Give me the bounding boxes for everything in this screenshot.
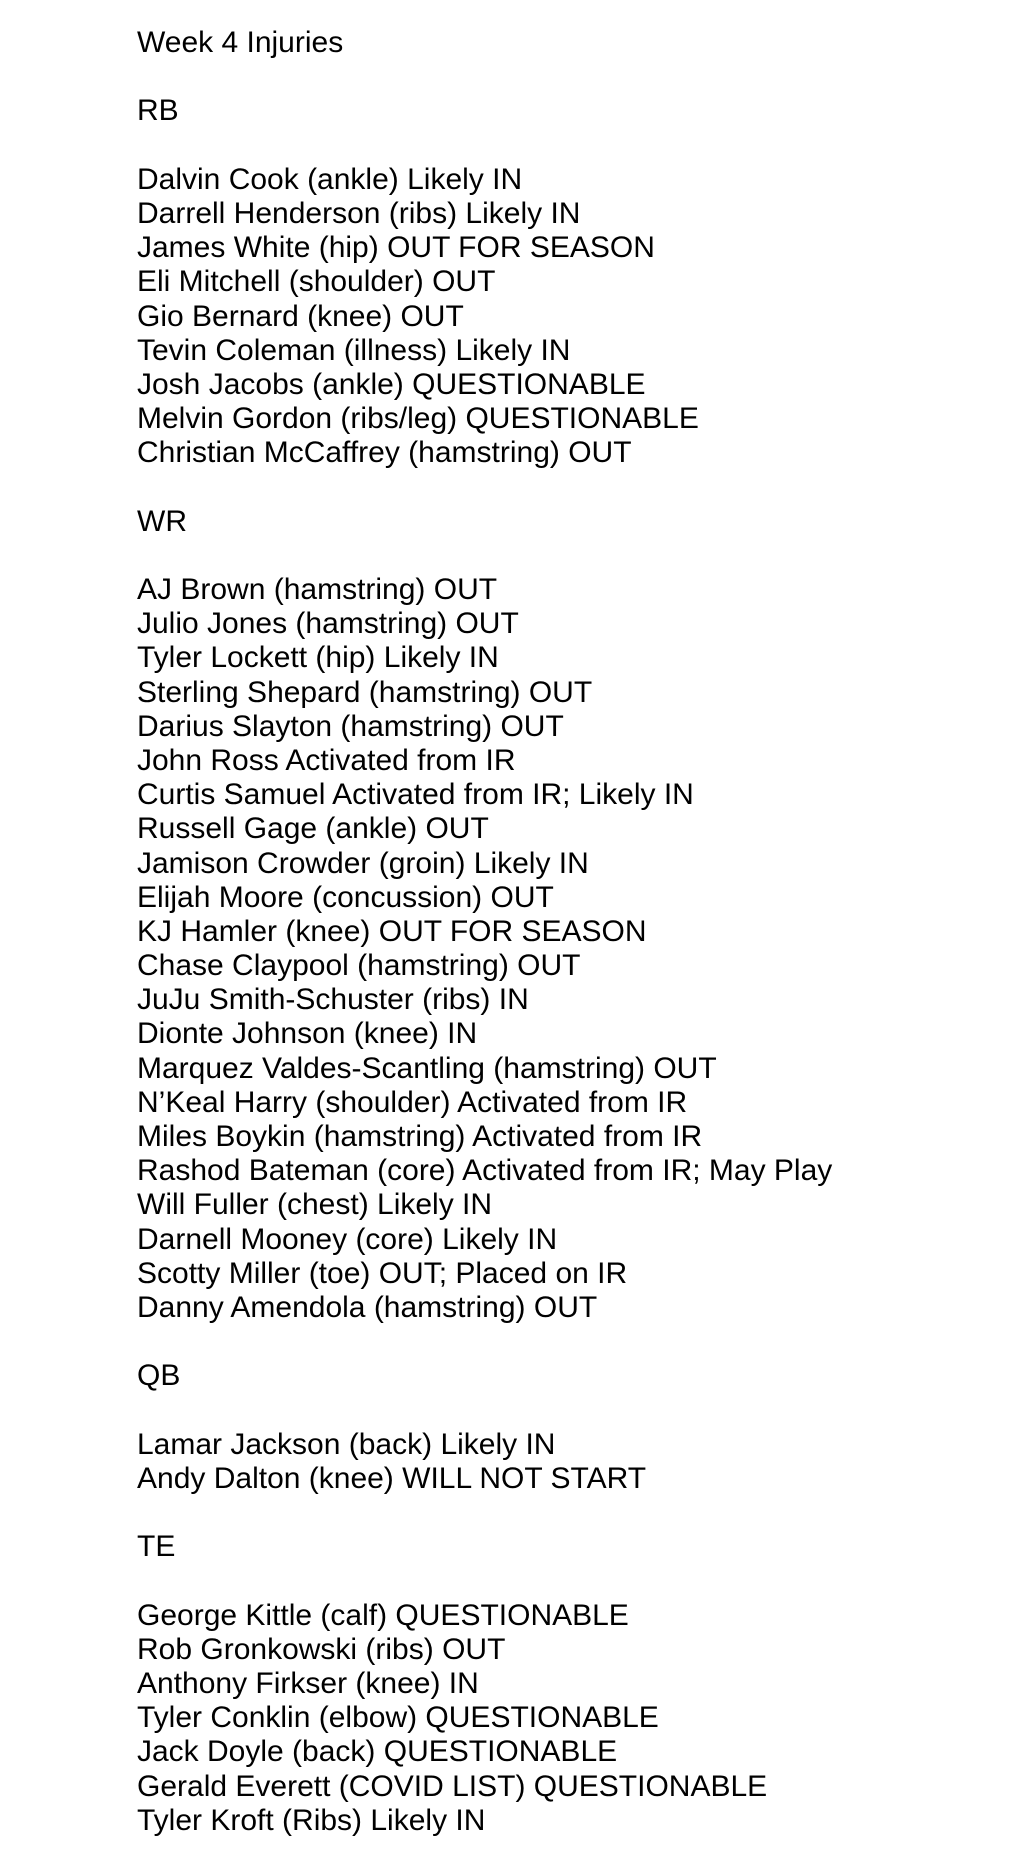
injury-entry: Miles Boykin (hamstring) Activated from IR xyxy=(137,1120,703,1153)
spacer xyxy=(137,1564,997,1598)
injury-entry: John Ross Activated from IR xyxy=(137,743,516,777)
injury-entry: Tyler Conklin (elbow) QUESTIONABLE xyxy=(137,1701,659,1735)
injury-entry: Darnell Mooney (core) Likely IN xyxy=(137,1222,558,1256)
injury-entry: Christian McCaffrey (hamstring) OUT xyxy=(137,436,632,470)
injury-entry: AJ Brown (hamstring) OUT xyxy=(137,573,498,606)
injury-entry: Tyler Kroft (Ribs) Likely IN xyxy=(137,1803,486,1837)
injury-entry: George Kittle (calf) QUESTIONABLE xyxy=(137,1598,629,1632)
injury-entry: Sterling Shepard (hamstring) OUT xyxy=(137,675,593,709)
injury-entry: Jack Doyle (back) QUESTIONABLE xyxy=(137,1735,618,1769)
injury-entry: Marquez Valdes-Scantling (hamstring) OUT xyxy=(137,1051,717,1085)
document-title: Week 4 Injuries xyxy=(137,26,344,59)
section-heading-rb: RB xyxy=(137,94,179,128)
injury-entry: Curtis Samuel Activated from IR; Likely IN xyxy=(137,778,694,812)
injury-entry: James White (hip) OUT FOR SEASON xyxy=(137,231,655,265)
injury-entry: N’Keal Harry (shoulder) Activated from IR xyxy=(137,1085,688,1119)
injury-entry: Elijah Moore (concussion) OUT xyxy=(137,880,554,914)
injury-entry: Will Fuller (chest) Likely IN xyxy=(137,1188,493,1222)
spacer xyxy=(137,1496,997,1530)
injury-entry: Julio Jones (hamstring) OUT xyxy=(137,607,519,641)
injury-entry: Tyler Lockett (hip) Likely IN xyxy=(137,641,499,675)
spacer xyxy=(137,1325,997,1359)
spacer xyxy=(137,129,997,163)
injury-entry: Gerald Everett (COVID LIST) QUESTIONABLE xyxy=(137,1769,768,1803)
injury-entry: Rob Gronkowski (ribs) OUT xyxy=(137,1632,506,1666)
injury-entry: Gio Bernard (knee) OUT xyxy=(137,299,464,333)
injury-entry: Anthony Firkser (knee) IN xyxy=(137,1667,479,1700)
spacer xyxy=(137,539,997,573)
injury-entry: Lamar Jackson (back) Likely IN xyxy=(137,1427,556,1461)
document-body xyxy=(137,26,997,1838)
injury-entry: Darius Slayton (hamstring) OUT xyxy=(137,709,564,743)
section-heading-wr: WR xyxy=(137,504,187,538)
injury-entry: Melvin Gordon (ribs/leg) QUESTIONABLE xyxy=(137,402,699,436)
injury-entry: Danny Amendola (hamstring) OUT xyxy=(137,1290,598,1324)
injury-entry: Dalvin Cook (ankle) Likely IN xyxy=(137,162,523,196)
section-heading-te: TE xyxy=(137,1530,176,1564)
injury-entry: Scotty Miller (toe) OUT; Placed on IR xyxy=(137,1256,628,1290)
injury-entry: Rashod Bateman (core) Activated from IR; May Play xyxy=(137,1154,833,1188)
section-heading-qb: QB xyxy=(137,1359,181,1393)
injury-entry: Darrell Henderson (ribs) Likely IN xyxy=(137,196,581,230)
injury-entry: Eli Mitchell (shoulder) OUT xyxy=(137,265,496,299)
injury-entry: Andy Dalton (knee) WILL NOT START xyxy=(137,1461,647,1495)
spacer xyxy=(137,1394,997,1428)
injury-entry: Dionte Johnson (knee) IN xyxy=(137,1017,478,1051)
injury-entry: Tevin Coleman (illness) Likely IN xyxy=(137,333,571,367)
injury-entry: Chase Claypool (hamstring) OUT xyxy=(137,949,581,983)
injury-entry: JuJu Smith-Schuster (ribs) IN xyxy=(137,983,529,1017)
injury-entry: Jamison Crowder (groin) Likely IN xyxy=(137,846,589,880)
spacer xyxy=(137,470,997,504)
injury-entry: KJ Hamler (knee) OUT FOR SEASON xyxy=(137,914,647,948)
spacer xyxy=(137,60,997,94)
injury-entry: Russell Gage (ankle) OUT xyxy=(137,812,489,846)
injury-entry: Josh Jacobs (ankle) QUESTIONABLE xyxy=(137,367,646,401)
sections-container xyxy=(137,94,997,1838)
